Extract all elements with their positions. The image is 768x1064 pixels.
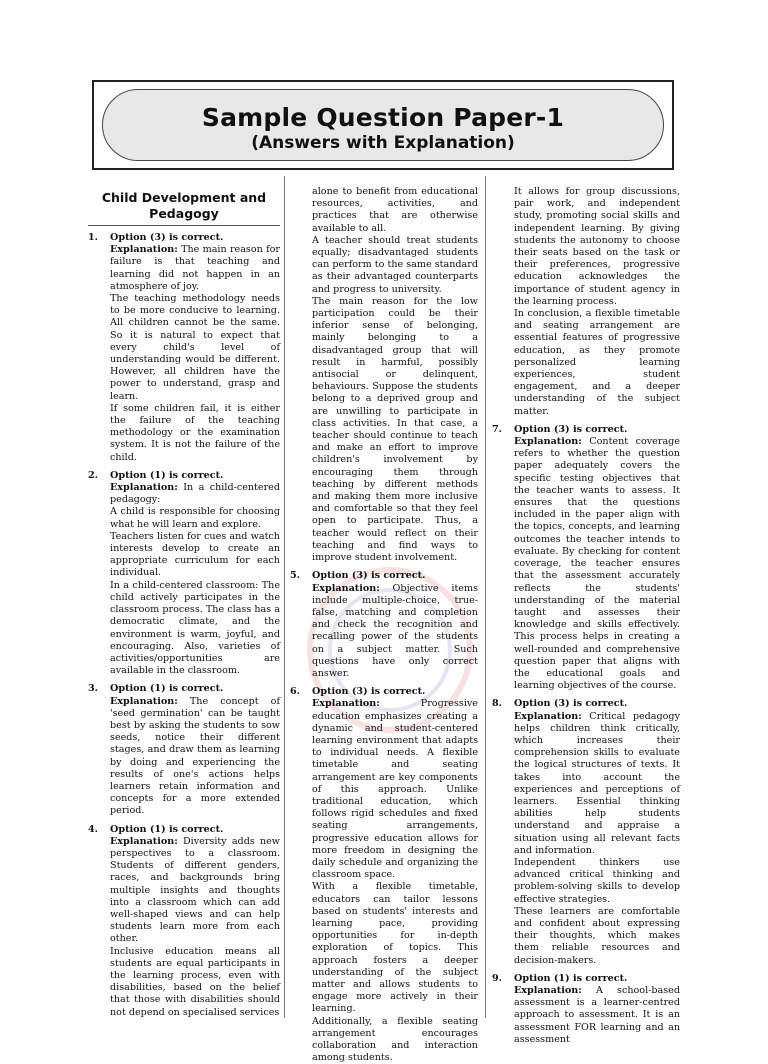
answer-option: Option (1) is correct. (110, 823, 224, 835)
explanation-paragraph: With a flexible timetable, educators can tailor lessons based on students' interests and learning pace, providing opportunities for in-depth exploration of topics. This approach fosters a deeper understanding of the subject matter and allows students to engage more actively in their learning. (312, 881, 478, 1015)
explanation-paragraph: In a child-centered classroom: The child actively participates in the classroom process. The class has a democratic climate, and the environment is warm, joyful, and encouraging. Also, varieties of activities/opportunities are available in the classroom. (110, 579, 280, 677)
answer-option: Option (3) is correct. (312, 686, 426, 698)
answer-option: Option (3) is correct. (514, 698, 628, 710)
answer-number: 5. (290, 570, 301, 582)
page-title: Sample Question Paper-1 (201, 103, 565, 132)
explanation-label: Explanation: (514, 436, 582, 448)
explanation-label: Explanation: (312, 698, 380, 710)
title-banner (102, 89, 664, 161)
column-right (492, 186, 680, 1045)
answer-number: 7. (492, 423, 503, 435)
explanation-text: Content coverage refers to whether the question paper adequately covers the specific testing objectives that the teacher wants to assess. It ensures that the questions included in the paper align with the topics, concepts, and learning outcomes the teacher intends to evaluate. By checking for content coverage, the teacher ensures that the assessment accurately reflects the students' understanding of the material taught and assesses their knowledge and skills effectively. This process helps in creating a well-rounded and comprehensive question paper that aligns with the educational goals and learning objectives of the course. (514, 436, 680, 692)
answer-number: 3. (88, 683, 99, 695)
explanation-label: Explanation: (110, 835, 178, 847)
continued-paragraph: alone to benefit from educational resources, activities, and practices that are otherwise available to all. (312, 186, 478, 234)
continued-paragraph: The main reason for the low participation could be their inferior sense of belonging, mainly belonging to a disadvantaged group that will result in harmful, possibly antisocial or delinquent, behaviours. Suppose the students belong to a deprived group and are unwilling to participate in class activities. In that case, a teacher should continue to teach and make an effort to improve children's involvement by encouraging them through teaching by different methods and making them more inclusive and comfortable so that they feel open to participate. Thus, a teacher would reflect on their teaching and find ways to improve student involvement. (312, 295, 478, 564)
explanation-paragraph: Teachers listen for cues and watch interests develop to create an appropriate curriculum for each individual. (110, 530, 280, 579)
answer-item (88, 232, 280, 464)
answer-item (290, 686, 478, 1064)
answer-number: 6. (290, 686, 301, 698)
answer-item (290, 570, 478, 680)
explanation-text: Diversity adds new perspectives to a classroom. Students of different genders, races, and backgrounds bring multiple insights and thoughts into a classroom which can add well-shaped views and can help students learn more from each other. (110, 835, 280, 945)
column-divider (485, 176, 486, 1018)
explanation-label: Explanation: (312, 582, 380, 594)
answer-number: 2. (88, 469, 99, 481)
continued-paragraph: In conclusion, a flexible timetable and seating arrangement are essential features of progressive education, as they promote personalized learning experiences, student engagement, and a deeper understanding of the subject matter. (514, 308, 680, 417)
answer-option: Option (3) is correct. (312, 570, 426, 582)
explanation-label: Explanation: (110, 695, 178, 707)
answer-option: Option (3) is correct. (514, 423, 628, 435)
explanation-text: Objective items include multiple-choice, true-false, matching and completion and check the recognition and recalling power of the students on a subject matter. Such questions have only correct answer. (312, 582, 478, 679)
continued-paragraph: A teacher should treat students equally; disadvantaged students can perform to the same standard as their advantaged counterparts and progress to university. (312, 234, 478, 295)
section-heading: Child Development and Pedagogy (88, 190, 280, 226)
explanation-paragraph: Inclusive education means all students are equal participants in the learning process, even with disabilities, based on the belief that those with disabilities should not depend on specialised services (110, 945, 280, 1018)
answer-item (492, 973, 680, 1046)
answer-item (88, 470, 280, 677)
answer-number: 4. (88, 823, 99, 835)
title-box (92, 80, 674, 170)
answer-item (88, 824, 280, 1019)
explanation-label: Explanation: (110, 482, 178, 494)
column-middle (290, 186, 478, 1064)
answer-item (492, 424, 680, 692)
explanation-paragraph: A child is responsible for choosing what he will learn and explore. (110, 506, 280, 530)
explanation-text: Critical pedagogy helps children think critically, which increases their comprehension skills to evaluate the logical structures of texts. It takes into account the experiences and perceptions of learners. Essential thinking abilities help students understand and appraise a situation using all relevant facts and information. (514, 710, 680, 856)
explanation-text: Progressive education emphasizes creating a dynamic and student-centered learning environment that adapts to individual needs. A flexible timetable and seating arrangement are key components of this approach. Unlike traditional education, which follows rigid schedules and fixed seating arrangements, progressive education allows for more freedom in designing the daily schedule and organizing the classroom space. (312, 698, 478, 881)
explanation-text: The main reason for failure is that teaching and learning did not happen in an atmosphere of joy. (110, 244, 280, 292)
answer-option: Option (1) is correct. (514, 972, 628, 984)
explanation-label: Explanation: (110, 244, 178, 256)
column-divider (284, 176, 285, 1018)
explanation-text: In a child-centered pedagogy: (110, 482, 280, 506)
answer-option: Option (3) is correct. (110, 232, 224, 243)
explanation-text: A school-based assessment is a learner-centred approach to assessment. It is an assessment FOR learning and an assessment (514, 985, 680, 1045)
explanation-paragraph: These learners are comfortable and confident about expressing their thoughts, which makes them reliable resources and decision-makers. (514, 905, 680, 966)
page-subtitle: (Answers with Explanation) (251, 133, 515, 153)
answer-number: 9. (492, 972, 503, 984)
answer-item (492, 698, 680, 966)
answer-option: Option (1) is correct. (110, 683, 224, 695)
explanation-paragraph: If some children fail, it is either the failure of the teaching methodology or the examination system. It is not the failure of the child. (110, 402, 280, 463)
answer-number: 1. (88, 232, 99, 243)
answer-option: Option (1) is correct. (110, 469, 224, 481)
explanation-text: The concept of 'seed germination' can be taught best by asking the students to sow seeds, notice their different stages, and draw them as learning by doing and experiencing the results of one's actions helps learners retain information and concepts for a more extended period. (110, 695, 280, 817)
explanation-paragraph: The teaching methodology needs to be more conducive to learning. All children cannot be the same. So it is natural to expect that every child's level of understanding would be different. However, all children have the power to understand, grasp and learn. (110, 293, 280, 402)
answer-item (88, 683, 280, 817)
column-left (88, 186, 280, 1018)
explanation-paragraph: Additionally, a flexible seating arrangement encourages collaboration and interaction among students. (312, 1015, 478, 1064)
explanation-paragraph: Independent thinkers use advanced critical thinking and problem-solving skills to develop effective strategies. (514, 856, 680, 905)
answer-number: 8. (492, 698, 503, 710)
explanation-label: Explanation: (514, 985, 582, 996)
explanation-label: Explanation: (514, 710, 582, 722)
continued-paragraph: It allows for group discussions, pair work, and independent study, promoting social skills and independent learning. By giving students the autonomy to choose their seats based on the task or their preferences, progressive education acknowledges the importance of student agency in the learning process. (514, 186, 680, 307)
